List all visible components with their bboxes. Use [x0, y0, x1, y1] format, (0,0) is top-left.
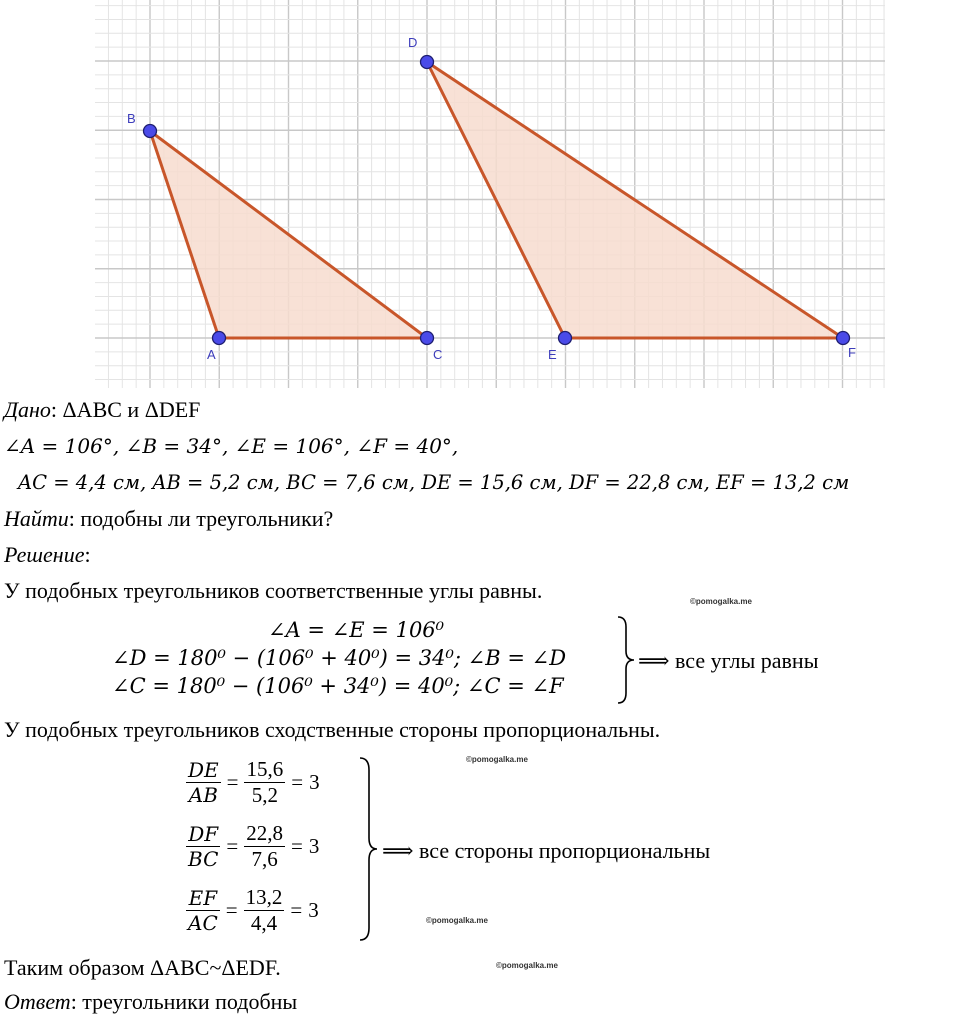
ratio-den: 7,6: [251, 846, 278, 871]
answer-line: [4, 989, 297, 1015]
sides-paragraph: У подобных треугольников сходственные стороны пропорциональны.: [4, 717, 661, 742]
label-C: C: [433, 347, 443, 362]
ratio-num: 15,6: [246, 756, 284, 781]
given-sides: AC = 4,4 см, AB = 5,2 см, BC = 7,6 см, DE = 15,6 см, DF = 22,8 см, EF = 13,2 см: [18, 471, 850, 494]
angles-paragraph: У подобных треугольников соответственные углы равны.: [4, 578, 543, 603]
point-F[interactable]: [837, 332, 850, 345]
ratio-conclusion: ⟹ все стороны пропорциональны: [382, 838, 711, 863]
ratio-num: 13,2: [245, 884, 283, 909]
ratio-num: DF: [186, 822, 220, 847]
conclusion-line: Таким образом ΔABC~ΔEDF.: [4, 955, 281, 980]
given-angles: ∠A = 106°, ∠B = 34°, ∠E = 106°, ∠F = 40°,: [4, 434, 459, 458]
triangles-figure: [0, 0, 960, 395]
label-F: F: [848, 345, 856, 360]
given-label: Дано: [4, 397, 51, 422]
ratio-row: $\frac{EF}{AC}$ = $\frac{13,2}{4,4}$ = 3: [188, 884, 319, 935]
find-line: [4, 506, 333, 532]
angle-row: ∠C = 180⁰ − (106⁰ + 34⁰) = 40⁰; ∠C = ∠F: [112, 674, 564, 698]
label-A: A: [207, 347, 216, 362]
point-B[interactable]: [144, 125, 157, 138]
angle-row: ∠A = ∠E = 106⁰: [268, 618, 445, 642]
right-brace: [614, 615, 636, 705]
watermark: ©pomogalka.me: [496, 961, 558, 970]
label-E: E: [548, 347, 557, 362]
point-A[interactable]: [213, 332, 226, 345]
watermark: ©pomogalka.me: [690, 597, 752, 606]
label-B: B: [127, 111, 136, 126]
ratio-row: $\frac{DE}{AB}$ = $\frac{15,6}{5,2}$ = 3: [188, 756, 320, 807]
given-text: : ΔABC и ΔDEF: [50, 397, 201, 422]
ratio-num: DE: [188, 757, 219, 782]
find-text: : подобны ли треугольники?: [68, 506, 334, 531]
angle-system: [112, 616, 614, 700]
ratio-den: AC: [188, 910, 218, 935]
find-label: Найти: [4, 506, 69, 531]
point-C[interactable]: [421, 332, 434, 345]
answer-text: : треугольники подобны: [70, 989, 298, 1014]
right-brace: [356, 756, 380, 942]
watermark: ©pomogalka.me: [466, 755, 528, 764]
answer-label: Ответ: [4, 989, 71, 1014]
ratio-result: 3: [309, 769, 320, 794]
ratio-system: [186, 750, 320, 942]
ratio-num: EF: [186, 886, 220, 911]
point-D[interactable]: [421, 56, 434, 69]
point-E[interactable]: [559, 332, 572, 345]
solution-colon: :: [84, 542, 91, 567]
given-line: [4, 397, 200, 423]
ratio-den: BC: [188, 846, 219, 871]
solution-label: Решение: [4, 542, 85, 567]
ratio-row: $\frac{DF}{BC}$ = $\frac{22,8}{7,6}$ = 3: [188, 820, 320, 871]
ratio-den: 4,4: [250, 910, 278, 935]
ratio-den: AB: [188, 782, 218, 807]
ratio-num: 22,8: [246, 820, 283, 845]
solution-line: [4, 542, 91, 568]
angle-row: ∠D = 180⁰ − (106⁰ + 40⁰) = 34⁰; ∠B = ∠D: [112, 646, 567, 670]
label-D: D: [408, 35, 418, 50]
watermark: ©pomogalka.me: [426, 916, 488, 925]
ratio-result: 3: [308, 897, 319, 922]
ratio-den: 5,2: [251, 782, 278, 807]
angle-conclusion: ⟹ все углы равны: [638, 648, 819, 673]
ratio-result: 3: [308, 833, 320, 858]
